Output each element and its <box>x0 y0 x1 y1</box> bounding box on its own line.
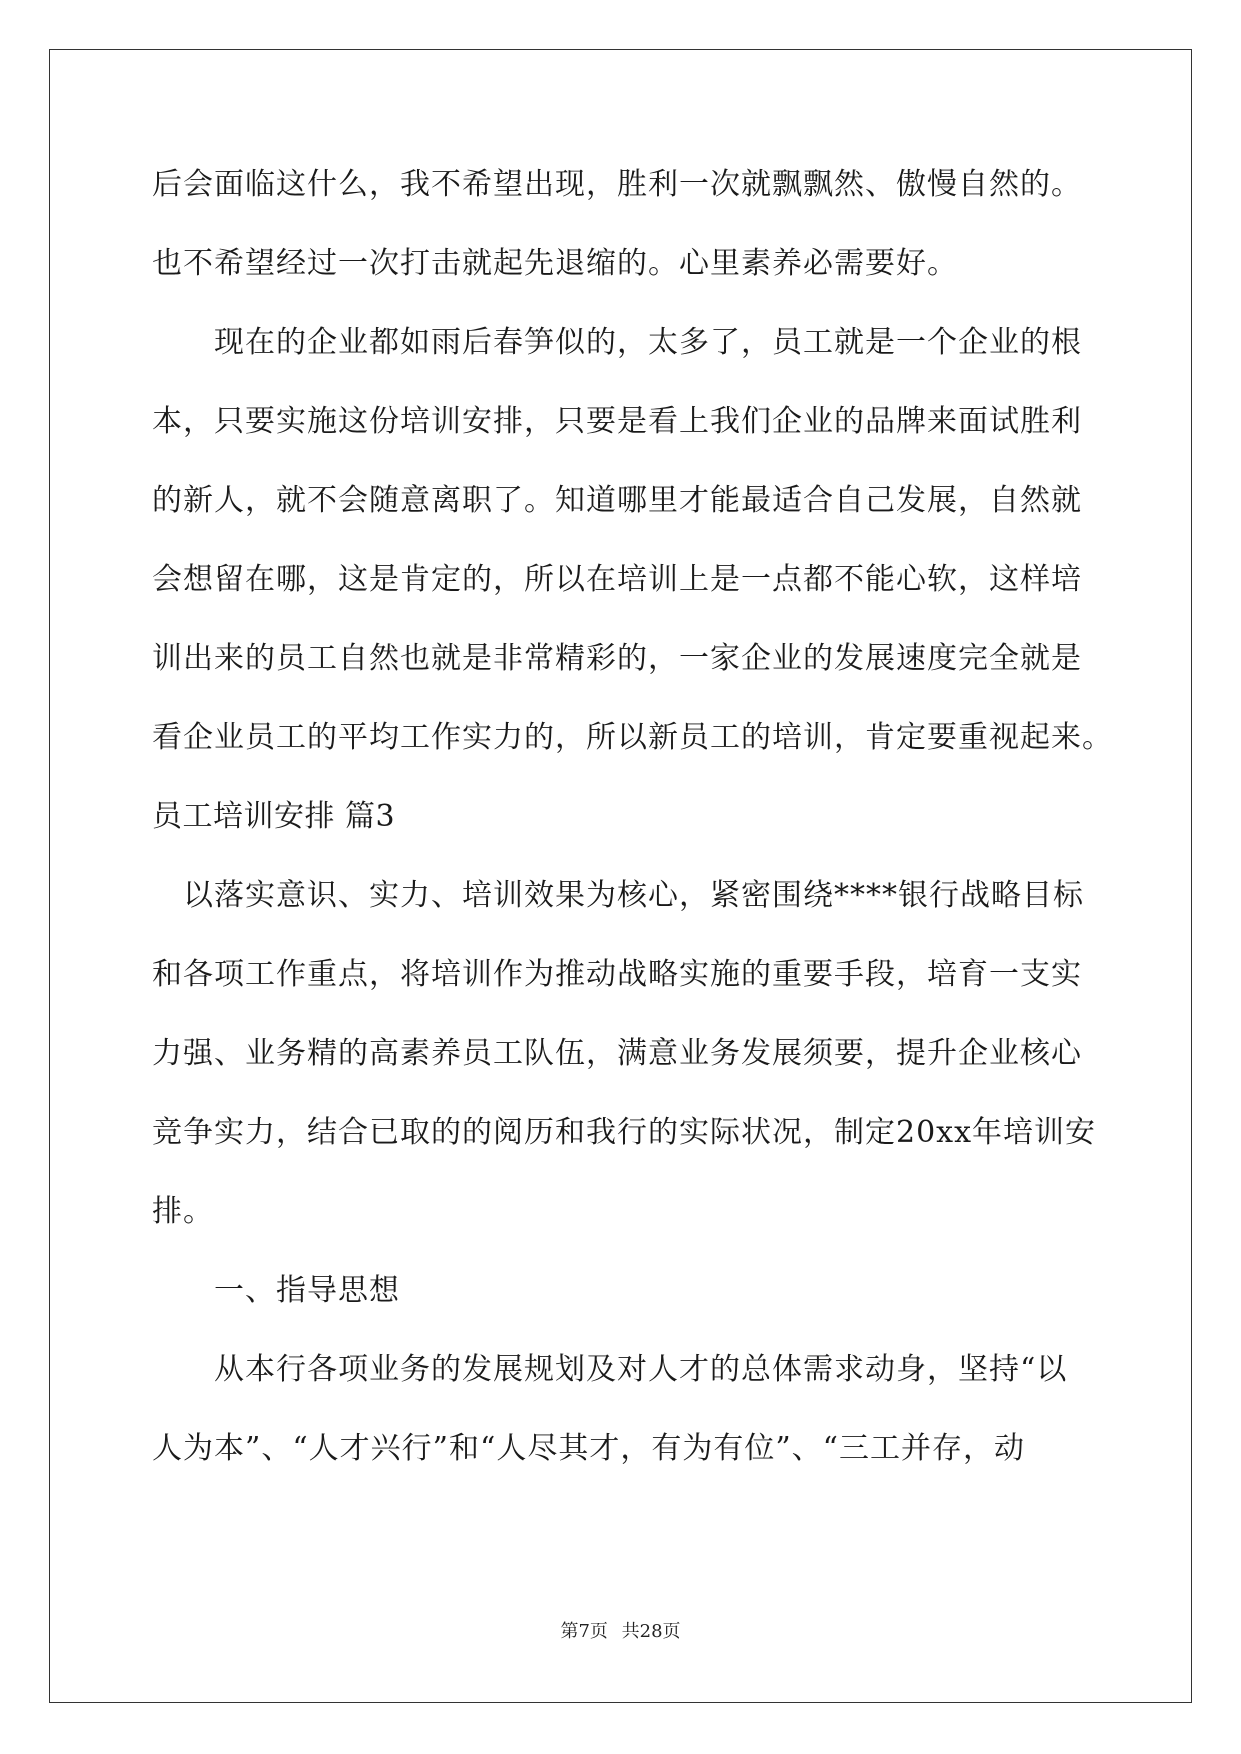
body-line: 从本行各项业务的发展规划及对人才的总体需求动身，坚持“以 <box>152 1352 1068 1387</box>
body-line: 以落实意识、实力、培训效果为核心，紧密围绕****银行战略目标 <box>152 878 1084 913</box>
page-footer <box>0 1617 1241 1643</box>
body-line: 竞争实力，结合已取的的阅历和我行的实际状况，制定20xx年培训安 <box>152 1115 1097 1150</box>
page-number: 第7页 <box>560 1621 608 1642</box>
body-line: 也不希望经过一次打击就起先退缩的。心里素养必需要好。 <box>152 246 958 281</box>
body-line: 会想留在哪，这是肯定的，所以在培训上是一点都不能心软，这样培 <box>152 562 1082 597</box>
body-line: 的新人，就不会随意离职了。知道哪里才能最适合自己发展，自然就 <box>152 483 1082 518</box>
body-line: 现在的企业都如雨后春笋似的，太多了，员工就是一个企业的根 <box>152 325 1082 360</box>
body-line: 排。 <box>152 1194 214 1229</box>
body-line: 和各项工作重点，将培训作为推动战略实施的重要手段，培育一支实 <box>152 957 1082 992</box>
body-line: 人为本”、“人才兴行”和“人尽其才，有为有位”、“三工并存，动 <box>152 1431 1026 1466</box>
subsection-heading: 一、指导思想 <box>152 1273 400 1308</box>
body-line: 力强、业务精的高素养员工队伍，满意业务发展须要，提升企业核心 <box>152 1036 1082 1071</box>
body-line: 本，只要实施这份培训安排，只要是看上我们企业的品牌来面试胜利 <box>152 404 1082 439</box>
body-line: 训出来的员工自然也就是非常精彩的，一家企业的发展速度完全就是 <box>152 641 1082 676</box>
document-body <box>152 165 1113 1508</box>
page-total: 共28页 <box>621 1621 681 1642</box>
body-line: 看企业员工的平均工作实力的，所以新员工的培训，肯定要重视起来。 <box>152 720 1113 755</box>
section-heading: 员工培训安排 篇3 <box>152 799 396 834</box>
body-line: 后会面临这什么，我不希望出现，胜利一次就飘飘然、傲慢自然的。 <box>152 167 1082 202</box>
